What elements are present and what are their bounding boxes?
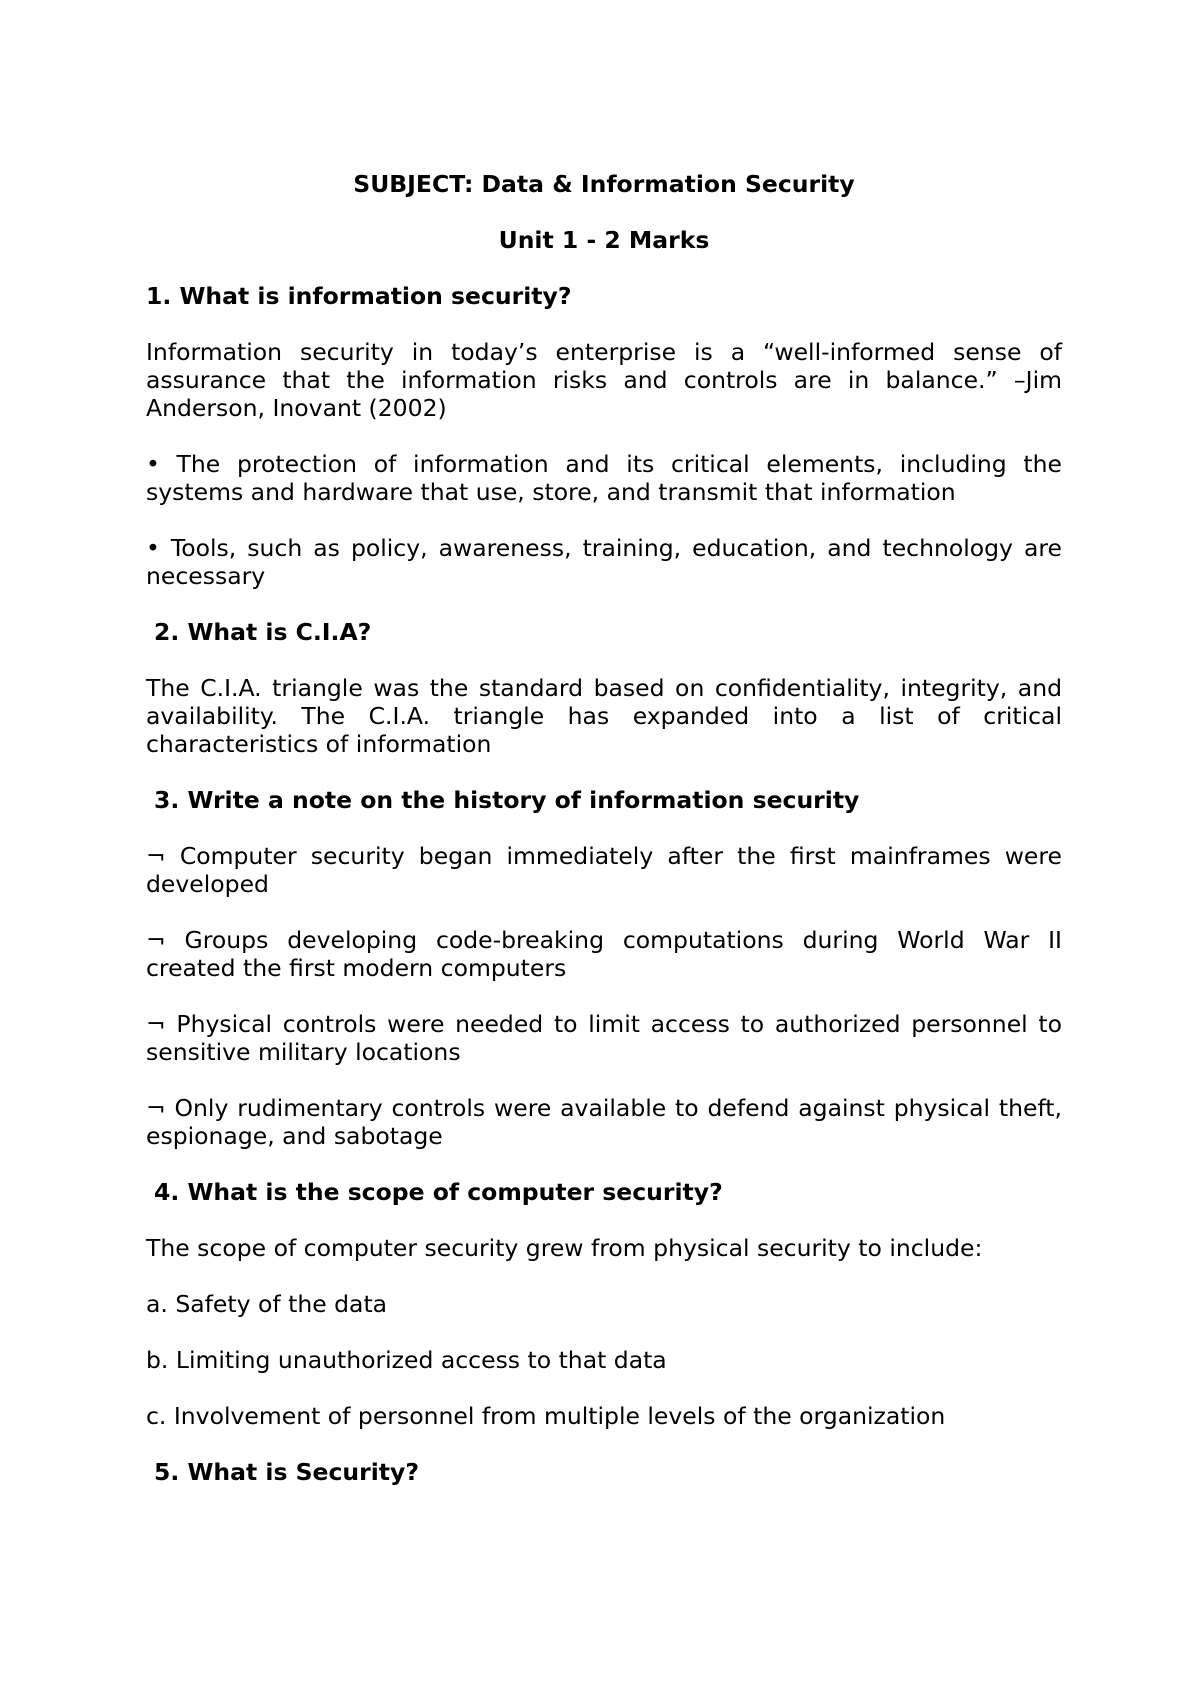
document-subject: SUBJECT: Data & Information Security	[353, 170, 855, 198]
question-1-paragraph-3: • Tools, such as policy, awareness, training, education, and technology are necessary	[146, 534, 1062, 590]
document-unit: Unit 1 - 2 Marks	[498, 226, 710, 254]
question-3-heading: 3. Write a note on the history of information security	[154, 786, 860, 814]
question-1-paragraph-2: • The protection of information and its critical elements, including the systems and hardware that use, store, and transmit that information	[146, 450, 1062, 506]
question-2-paragraph-1: The C.I.A. triangle was the standard based on confidentiality, integrity, and availability. The C.I.A. triangle has expanded into a list of critical characteristics of information	[146, 674, 1062, 758]
question-5-heading: 5. What is Security?	[154, 1458, 419, 1486]
question-4-item-c: c. Involvement of personnel from multiple levels of the organization	[146, 1402, 946, 1430]
question-3-paragraph-3: ¬ Physical controls were needed to limit access to authorized personnel to sensitive military locations	[146, 1010, 1062, 1066]
question-4-item-b: b. Limiting unauthorized access to that data	[146, 1346, 667, 1374]
question-2-heading: 2. What is C.I.A?	[154, 618, 372, 646]
document-page	[146, 170, 1062, 1514]
question-4-item-a: a. Safety of the data	[146, 1290, 388, 1318]
question-4-heading: 4. What is the scope of computer security?	[154, 1178, 723, 1206]
question-1-heading: 1. What is information security?	[146, 282, 572, 310]
question-1-paragraph-1: Information security in today’s enterprise is a “well-informed sense of assurance that the information risks and controls are in balance.” –Jim Anderson, Inovant (2002)	[146, 338, 1062, 422]
question-3-paragraph-1: ¬ Computer security began immediately after the first mainframes were developed	[146, 842, 1062, 898]
question-3-paragraph-4: ¬ Only rudimentary controls were available to defend against physical theft, espionage, and sabotage	[146, 1094, 1062, 1150]
question-3-paragraph-2: ¬ Groups developing code-breaking computations during World War II created the first modern computers	[146, 926, 1062, 982]
question-4-paragraph-1: The scope of computer security grew from physical security to include:	[146, 1234, 983, 1262]
